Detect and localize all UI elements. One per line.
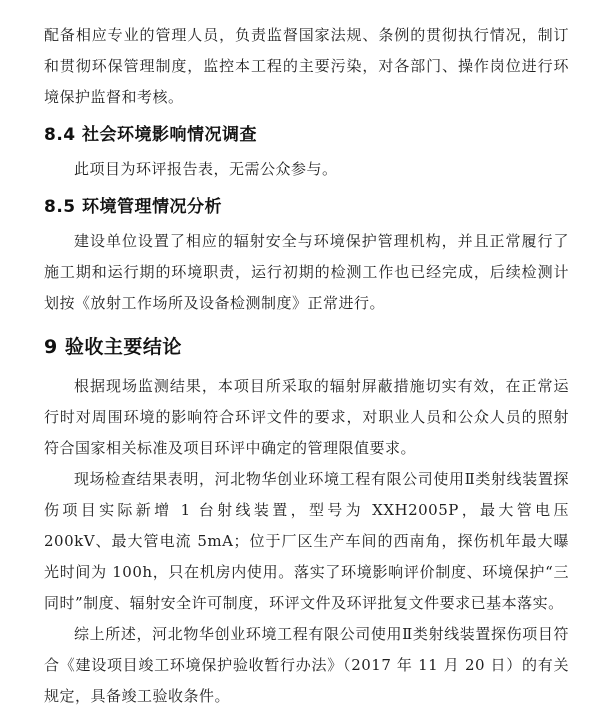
heading-8-4-social-environment-impact-survey: 8.4 社会环境影响情况调查 [44,125,258,145]
paragraph-env-management-staff: 配备相应专业的管理人员，负责监督国家法规、条例的贯彻执行情况，制订和贯彻环保管理制度，监控本工程的主要污染，对各部门、操作岗位进行环境保护监督和考核。 [44,26,569,106]
paragraph-radiation-safety-org: 建设单位设置了相应的辐射安全与环境保护管理机构，并且正常履行了施工期和运行期的环境职责，运行初期的检测工作也已经完成，后续检测计划按《放射工作场所及设备检测制度》正常进行。 [44,232,569,312]
paragraph-monitoring-results: 根据现场监测结果，本项目所采取的辐射屏蔽措施切实有效，在正常运行时对周围环境的影响符合环评文件的要求，对职业人员和公众人员的照射符合国家相关标准及项目环评中确定的管理限值要求。 [44,377,569,457]
heading-8-5-environment-management-analysis: 8.5 环境管理情况分析 [44,197,223,217]
heading-9-acceptance-main-conclusion: 9 验收主要结论 [44,336,182,358]
paragraph-site-inspection-results: 现场检查结果表明，河北物华创业环境工程有限公司使用Ⅱ类射线装置探伤项目实际新增 1 台射线装置，型号为 XXH2005P，最大管电压 200kV、最大管电流 5mA；位于厂区生产车间的西南角，探伤机年最大曝光时间为 100h，只在机房内使用。落实了环境影响评价制度、环境保护“三同时”制度、辐射安全许可制度，环评文件及环评批复文件要求已基本落实。 [44,470,569,612]
paragraph-public-participation: 此项目为环评报告表，无需公众参与。 [74,160,338,178]
paragraph-final-conclusion: 综上所述，河北物华创业环境工程有限公司使用Ⅱ类射线装置探伤项目符合《建设项目竣工环境保护验收暂行办法》（2017 年 11 月 20 日）的有关规定，具备竣工验收条件。 [44,625,569,705]
